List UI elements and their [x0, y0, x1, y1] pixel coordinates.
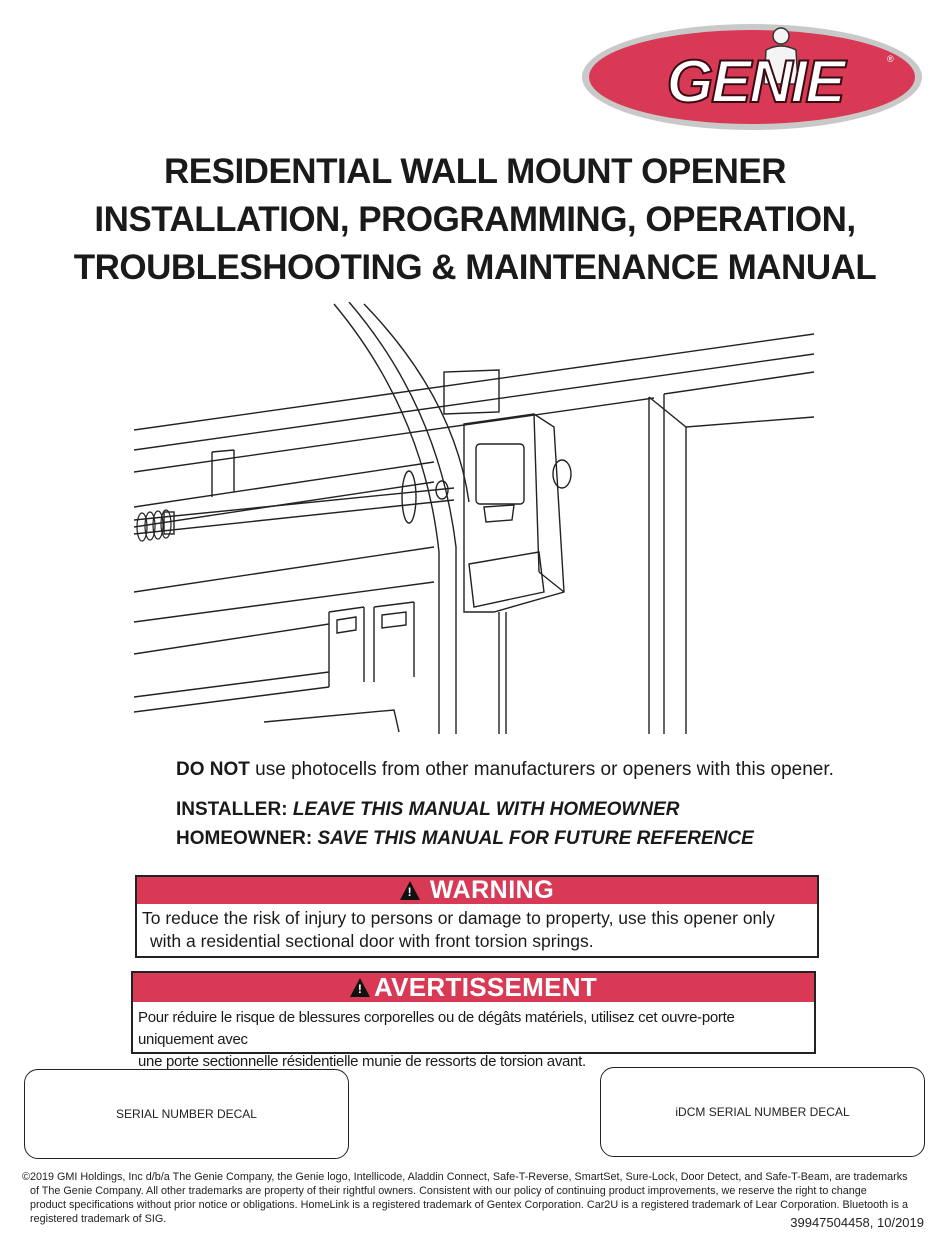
do-not-text: use photocells from other manufacturers or openers with this opener.	[249, 759, 834, 780]
avertissement-line-1: Pour réduire le risque de blessures corporelles ou de dégâts matériels, utilisez cet ouvre-porte uniquement avec	[138, 1009, 735, 1048]
avertissement-line-2: une porte sectionnelle résidentielle munie de ressorts de torsion avant.	[138, 1053, 586, 1070]
warning-box-english	[135, 875, 819, 958]
idcm-serial-number-decal-label: iDCM SERIAL NUMBER DECAL	[675, 1105, 850, 1119]
legal-line-4: registered trademark of SIG.	[30, 1213, 167, 1225]
genie-logo	[580, 22, 925, 132]
warning-header	[137, 877, 817, 904]
legal-line-3: product specifications without prior notice or obligations. HomeLink is a registered trademark of Gentex Corporation. Car2U is a registered trademark of Lear Corporation. Bluetooth is a	[30, 1199, 908, 1211]
registered-mark: ®	[887, 54, 894, 64]
document-number: 39947504458, 10/2019	[790, 1215, 924, 1230]
warning-body	[137, 904, 817, 953]
title-line-3: TROUBLESHOOTING & MAINTENANCE MANUAL	[73, 248, 877, 287]
homeowner-notice	[176, 827, 754, 851]
warning-triangle-icon: !	[400, 881, 420, 900]
serial-number-decal-box	[24, 1069, 349, 1159]
title-line-1: RESIDENTIAL WALL MOUNT OPENER	[163, 152, 786, 191]
idcm-serial-number-decal-box	[600, 1067, 925, 1157]
avertissement-header	[133, 973, 814, 1002]
warning-line-2: with a residential sectional door with front torsion springs.	[150, 931, 594, 951]
warning-line-1: To reduce the risk of injury to persons or damage to property, use this opener only	[142, 908, 775, 928]
serial-number-decal-label: SERIAL NUMBER DECAL	[116, 1107, 257, 1121]
legal-line-1: ©2019 GMI Holdings, Inc d/b/a The Genie Company, the Genie logo, Intellicode, Aladdin Connect, Safe-T-Reverse, SmartSet, Sure-Lock, Door Detect, and Safe-T-Beam, are trademarks	[22, 1171, 908, 1183]
logo-text: GENIE	[666, 48, 844, 115]
avertissement-body	[133, 1002, 814, 1073]
warning-triangle-icon: !	[350, 978, 370, 997]
wall-mount-opener-illustration	[134, 302, 816, 734]
homeowner-text: SAVE THIS MANUAL FOR FUTURE REFERENCE	[317, 828, 754, 849]
homeowner-label: HOMEOWNER:	[176, 828, 318, 849]
installer-text: LEAVE THIS MANUAL WITH HOMEOWNER	[292, 799, 680, 820]
title-line-2: INSTALLATION, PROGRAMMING, OPERATION,	[94, 200, 856, 239]
warning-heading: WARNING	[429, 876, 555, 904]
legal-line-2: of The Genie Company. All other trademarks are property of their rightful owners. Consistent with our policy of continuing product improvements, we reserve the right to change	[30, 1185, 867, 1197]
avertissement-heading: AVERTISSEMENT	[374, 972, 597, 1002]
do-not-label: DO NOT	[176, 759, 250, 780]
installer-notice	[176, 798, 679, 822]
installer-label: INSTALLER:	[176, 799, 293, 820]
warning-box-french	[131, 971, 816, 1070]
do-not-notice	[176, 758, 834, 782]
